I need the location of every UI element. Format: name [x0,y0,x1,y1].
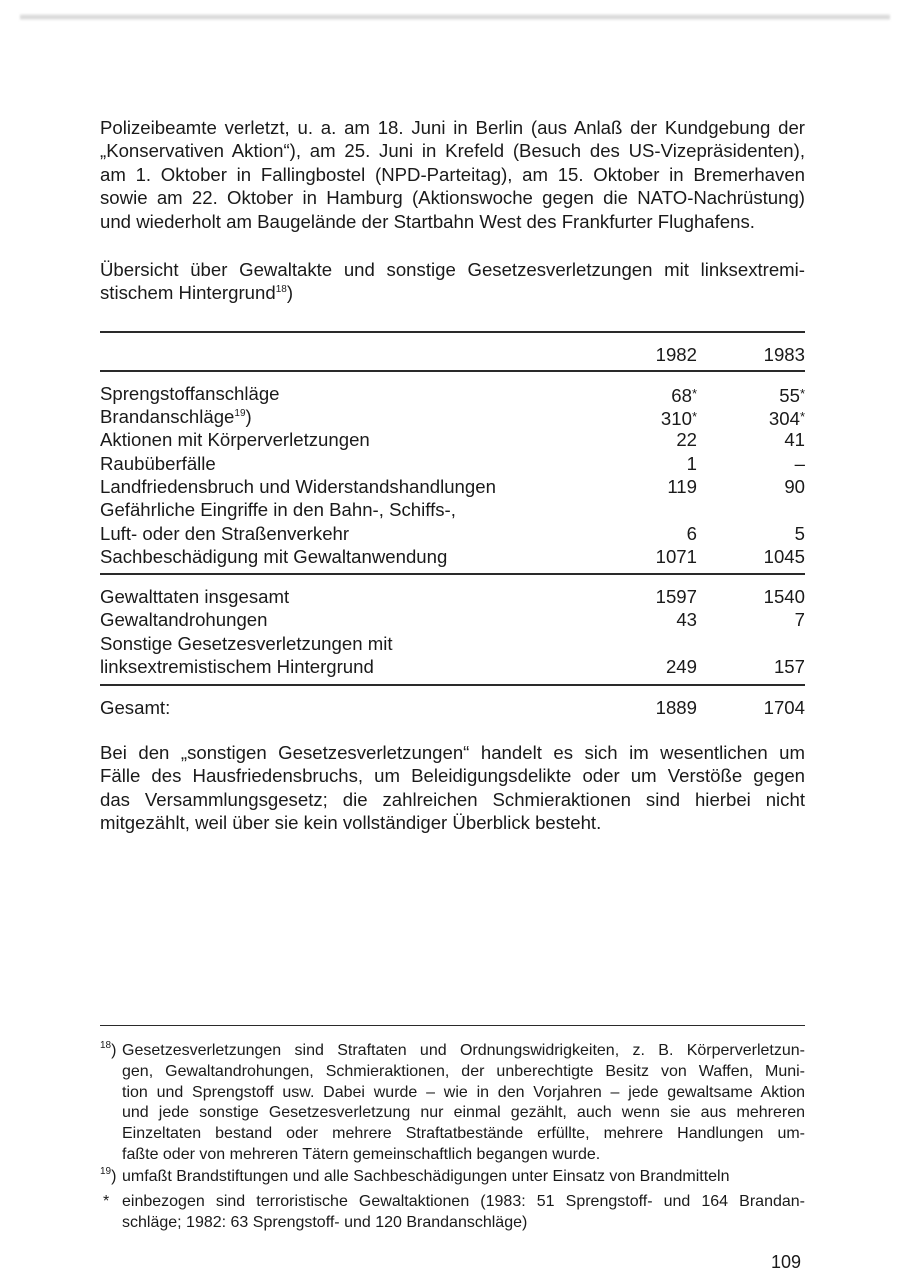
footnote-line: Gesetzesverletzungen sind Straftaten und Ordnungswidrigkeiten, z. B. Körperverletzun- [122,1042,805,1059]
value-1983 [769,405,805,430]
table-row [100,498,805,521]
footnote-mark: * [103,1193,110,1210]
value-text: 304 [768,408,800,429]
value-1983: 7 [794,609,805,630]
row-label: linksextremistischem Hintergrund [100,656,374,677]
row-label: Gefährliche Eingriffe in den Bahn-, Schiffs-, [100,499,456,520]
footnote-19 [100,1167,805,1188]
table-title-line [100,281,805,304]
value-1982: 22 [676,429,697,450]
table-row [100,475,805,498]
intro-line: Polizeibeamte verletzt, u. a. am 18. Juni in Berlin (aus Anlaß der Kundgebung der [100,117,805,138]
footnote-line: umfaßt Brandstiftungen und alle Sachbeschädigungen unter Einsatz von Brandmitteln [122,1168,730,1185]
row-label: Landfriedensbruch und Widerstandshandlungen [100,476,496,497]
footnote-ref-19[interactable]: 19 [234,408,246,419]
footnote-ref-close: ) [286,282,294,304]
value-1983: 5 [794,523,805,544]
value-1983: 157 [773,656,805,677]
footnote-body [122,1192,805,1234]
footnote-mark-close: ) [111,1042,117,1059]
total-label: Gesamt: [100,697,171,718]
value-text: 68 [671,385,692,406]
table-top-rule [100,331,805,333]
asterisk-mark: * [691,409,697,424]
value-1982: 119 [667,476,697,497]
value-1983: 1540 [763,586,805,607]
table-row [100,608,805,631]
row-label: Raubüberfälle [100,453,216,474]
table-row [100,655,805,678]
closing-paragraph [100,741,805,835]
intro-line: „Konservativen Aktion“), am 25. Juni in Krefeld (Besuch des US-Vizepräsidenten), [100,140,805,162]
section-divider-rule [100,573,805,575]
table-title [100,258,805,305]
asterisk-mark: * [799,409,805,424]
value-1983 [779,382,805,407]
row-label-text: Brandanschläge [100,406,235,427]
total-1982: 1889 [655,697,697,718]
row-label: Sachbeschädigung mit Gewaltanwendung [100,546,448,567]
total-rule [100,684,805,686]
value-1982: 6 [686,523,697,544]
footnote-ref-close: ) [245,406,252,427]
table-header-rule [100,370,805,372]
footnote-18 [100,1041,805,1166]
column-header-1982: 1982 [655,344,697,365]
footnote-mark-close: ) [111,1168,117,1185]
intro-line: und wiederholt am Baugelände der Startbahn West des Frankfurter Flughafens. [100,210,755,232]
closing-line: mitgezählt, weil über sie kein vollständiger Überblick besteht. [100,812,602,834]
closing-line: Fälle des Hausfriedensbruchs, um Beleidigungsdelikte oder um Verstöße gegen [100,765,805,787]
footnote-mark [100,1041,116,1062]
row-label [100,405,252,428]
asterisk-mark: * [799,386,805,401]
value-1982: 1 [686,453,697,474]
value-1983: 90 [784,476,805,497]
value-1982: 1071 [655,546,697,567]
table-row [100,585,805,608]
row-label: Gewalttaten insgesamt [100,586,290,607]
asterisk-mark: * [691,386,697,401]
table-row [100,522,805,545]
value-1982 [671,382,697,407]
table-row [100,452,805,475]
closing-line: Bei den „sonstigen Gesetzesverletzungen“ handelt es sich im wesentlichen um [100,742,805,763]
intro-line: sowie am 22. Oktober in Hamburg (Aktionswoche gegen die NATO-Nachrüstung) [100,187,805,209]
footnote-number: 18 [100,1040,112,1051]
value-1982: 1597 [655,586,697,607]
intro-line: am 1. Oktober in Fallingbostel (NPD-Parteitag), am 15. Oktober in Bremerhaven [100,163,805,185]
footnote-ref-18[interactable]: 18 [275,284,287,296]
footnote-line: einbezogen sind terroristische Gewaltaktionen (1983: 51 Sprengstoff- und 164 Brandan- [122,1193,805,1210]
table-header-row [100,343,805,366]
footnote-rule [100,1025,805,1026]
value-1982: 249 [665,656,697,677]
intro-paragraph [100,116,805,233]
footnote-mark [100,1167,116,1188]
row-label: Sonstige Gesetzesverletzungen mit [100,633,393,654]
table-row [100,428,805,451]
footnote-number: 19 [100,1166,112,1177]
row-label: Luft- oder den Straßenverkehr [100,523,350,544]
footnote-line: gen, Gewaltandrohungen, Schmieraktionen, der unberechtigte Besitz von Waffen, Muni- [122,1062,805,1080]
closing-line: das Versammlungsgesetz; die zahlreichen Schmieraktionen sind hierbei nicht [100,788,805,810]
value-1982: 43 [676,609,697,630]
value-text: 55 [779,385,800,406]
value-1983: 41 [784,429,805,450]
table-title-line: Übersicht über Gewaltakte und sonstige Gesetzesverletzungen mit linksextremi- [100,259,805,280]
table-total-row [100,696,805,719]
column-header-1983: 1983 [763,344,805,365]
total-1983: 1704 [763,697,805,718]
table-row [100,405,805,428]
footnote-line: und jede sonstige Gesetzesverletzung nur einmal gezählt, auch wenn sie aus mehreren [122,1104,805,1122]
row-label: Gewaltandrohungen [100,609,268,630]
footnote-asterisk [100,1192,805,1234]
scan-edge-artifact [20,14,890,20]
footnote-body [122,1167,805,1188]
row-label: Sprengstoffanschläge [100,383,280,404]
footnote-line: Einzeltaten bestand oder mehrere Straftatbestände erfüllte, mehrere Handlungen um- [122,1125,805,1143]
table-row [100,382,805,405]
table-row [100,545,805,568]
table-row [100,632,805,655]
value-1982 [661,405,697,430]
value-1983: – [794,453,805,474]
page-number: 109 [771,1252,802,1272]
footnote-line: schläge; 1982: 63 Sprengstoff- und 120 Brandanschläge) [122,1213,528,1231]
table-title-text: stischem Hintergrund [100,282,276,304]
footnote-body [122,1041,805,1166]
footnote-line: tion und Sprengstoff usw. Dabei wurde – wie in den Vorjahren – jede gewaltsame Aktion [122,1083,805,1101]
value-1983: 1045 [763,546,805,567]
value-text: 310 [660,408,692,429]
footnote-line: faßte oder von mehreren Tätern gemeinschaftlich begangen wurde. [122,1145,601,1163]
row-label: Aktionen mit Körperverletzungen [100,429,370,450]
